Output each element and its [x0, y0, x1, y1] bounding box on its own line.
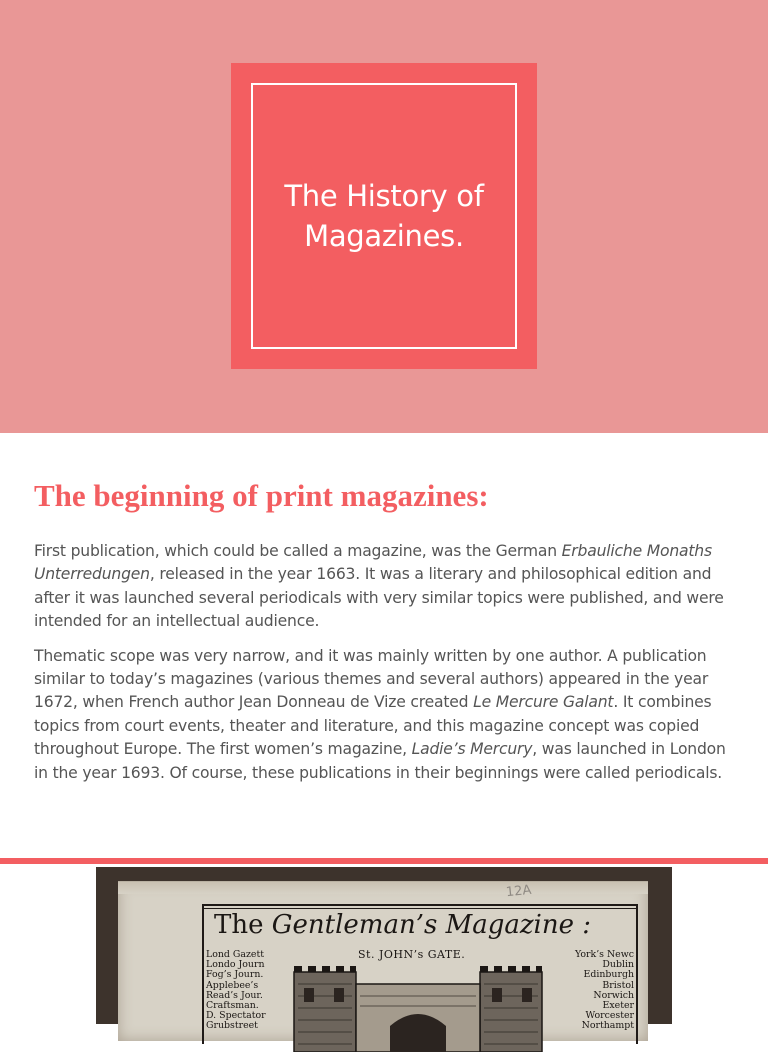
column-entry-2: Fog’s Journ. — [206, 969, 264, 981]
column-entry-7: Northampt — [581, 1020, 634, 1032]
column-entry-5: Exeter — [602, 1000, 634, 1012]
text-run-0: Thematic scope was very narrow, and it was mainly written by one author. A publication similar to today’s magazines (various themes and several authors) appeared in the year 1672, when French author Jean Donneau de Vize created — [34, 646, 709, 712]
left-column-list — [206, 950, 286, 1032]
italic-title-run-3: Ladie’s Mercury — [411, 740, 533, 759]
handwritten-note: 12A — [505, 882, 533, 901]
column-entry-5: Craftsman. — [206, 1000, 259, 1012]
section-divider — [0, 858, 768, 864]
column-entry-7: Grubstreet — [206, 1020, 258, 1032]
masthead-gentleman: Gentleman’s — [271, 910, 438, 940]
column-entry-3: Applebee’s — [206, 979, 259, 991]
column-entry-0: Lond Gazett — [206, 949, 264, 960]
masthead-subtitle: St. JOHN’s GATE. — [358, 948, 466, 961]
column-entry-1: Londo Journ — [206, 959, 265, 971]
column-entry-2: Edinburgh — [583, 969, 634, 981]
section-heading: The beginning of print magazines: — [34, 478, 489, 513]
text-run-2: , released in the year 1663. It was a literary and philosophical edition and after it was launched several periodicals with very similar topics were published, and were intended for an intellectual audience. — [34, 565, 724, 631]
italic-title-run-1: Erbauliche Monaths Unterredungen — [34, 542, 712, 584]
column-entry-6: D. Spectator — [206, 1010, 266, 1022]
text-run-2: . It combines topics from court events, theater and literature, and this magazine concept was copied throughout Europe. The first women’s magazine, — [34, 693, 712, 759]
italic-title-run-1: Le Mercure Galant — [473, 693, 614, 712]
page-title-line-2: Magazines. — [304, 219, 464, 253]
masthead-magazine: Magazine : — [445, 910, 592, 940]
column-entry-6: Worcester — [585, 1010, 634, 1022]
article-section — [34, 476, 734, 785]
right-column-list — [548, 950, 634, 1032]
column-entry-1: Dublin — [602, 959, 634, 971]
page-edge — [118, 882, 648, 894]
paragraph-1 — [34, 540, 734, 634]
hero-banner — [0, 0, 768, 433]
magazine-photo — [96, 867, 672, 1032]
column-entry-0: York’s Newc — [575, 949, 634, 960]
column-entry-4: Norwich — [593, 989, 634, 1001]
column-entry-3: Bristol — [602, 979, 634, 991]
column-entry-4: Read’s Jour. — [206, 989, 263, 1001]
masthead-title — [214, 910, 634, 940]
page-title — [264, 176, 504, 256]
page-title-line-1: The History of — [284, 179, 484, 213]
masthead-the: The — [214, 910, 264, 940]
text-run-0: First publication, which could be called a magazine, was the German — [34, 542, 562, 560]
st-johns-gate-engraving — [294, 962, 542, 1052]
text-run-4: , was launched in London in the year 1693. Of course, these publications in their beginnings were called periodicals. — [34, 740, 726, 782]
magazine-page — [118, 881, 648, 1041]
paragraph-2 — [34, 645, 734, 785]
title-frame — [251, 83, 517, 349]
title-box — [231, 63, 537, 369]
